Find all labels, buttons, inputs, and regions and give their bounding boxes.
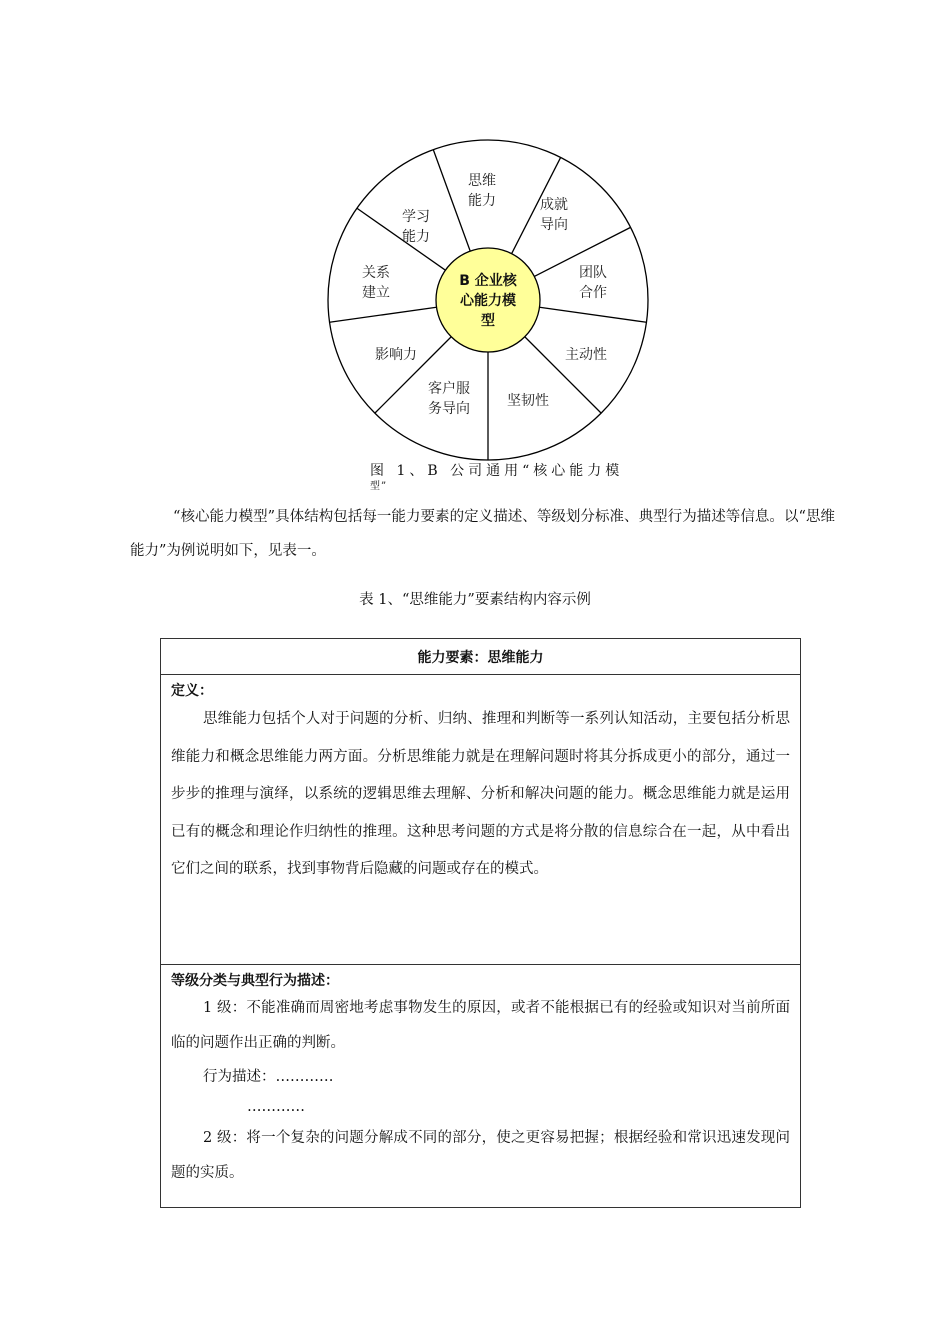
level-1-text: 1 级：不能准确而周密地考虑事物发生的原因，或者不能根据已有的经验或知识对当前所面临的问题作出正确的判断。 — [171, 1000, 790, 1051]
segment-label-line: 建立 — [362, 285, 390, 301]
segment-label-line: 主动性 — [565, 347, 607, 363]
figure-caption-line1: 图 1、B 公司通用“核心能力模 — [370, 463, 624, 479]
figure-caption — [370, 462, 640, 492]
segment-label-line: 合作 — [579, 285, 607, 301]
segment-label-line: 成就 — [540, 197, 568, 213]
segment-label-line: 影响力 — [375, 347, 417, 363]
segment-label-line: 学习 — [402, 209, 430, 225]
segment-label-line: 关系 — [362, 265, 390, 281]
figure-caption-line2: 型” — [370, 481, 388, 492]
segment-label-line: 导向 — [540, 217, 568, 233]
table-caption: 表 1、“思维能力”要素结构内容示例 — [359, 592, 591, 608]
segment-label-line: 团队 — [579, 265, 607, 281]
center-label-line: 心能力模 — [460, 293, 516, 309]
behavior-dots: ………… — [247, 1099, 305, 1115]
segment-label-line: 能力 — [402, 229, 430, 245]
levels-label: 等级分类与典型行为描述： — [171, 973, 339, 989]
segment-label-line: 客户服 — [428, 381, 470, 397]
table-header: 能力要素：思维能力 — [161, 639, 800, 675]
competency-table — [160, 638, 801, 1208]
core-competency-wheel-diagram — [0, 0, 950, 470]
segment-label-4 — [565, 346, 607, 363]
center-label-line: B 企业核 — [459, 273, 517, 289]
definition-label: 定义： — [171, 683, 213, 699]
segment-label-line: 思维 — [468, 173, 496, 189]
segment-label-5 — [507, 392, 549, 409]
segment-label-7 — [375, 346, 417, 363]
segment-label-line: 坚韧性 — [507, 393, 549, 409]
definition-cell — [161, 675, 800, 965]
level-2-text: 2 级：将一个复杂的问题分解成不同的部分，使之更容易把握；根据经验和常识迅速发现问题的实质。 — [171, 1130, 790, 1181]
levels-cell — [161, 965, 800, 1207]
segment-label-line: 能力 — [468, 193, 496, 209]
definition-text: 思维能力包括个人对于问题的分析、归纳、推理和判断等一系列认知活动，主要包括分析思维能力和概念思维能力两方面。分析思维能力就是在理解问题时将其分拆成更小的部分，通过一步步的推理与演绎，以系统的逻辑思维去理解、分析和解决问题的能力。概念思维能力就是运用已有的概念和理论作归纳性的推理。这种思考问题的方式是将分散的信息综合在一起，从中看出它们之间的联系，找到事物背后隐藏的问题或存在的模式。 — [171, 711, 790, 877]
center-label-line: 型 — [481, 313, 495, 329]
intro-paragraph: “核心能力模型”具体结构包括每一能力要素的定义描述、等级划分标准、典型行为描述等信息。以“思维能力”为例说明如下，见表一。 — [130, 509, 835, 559]
wheel-svg — [0, 0, 950, 470]
behavior-label: 行为描述：………… — [203, 1069, 334, 1085]
segment-label-line: 务导向 — [428, 401, 470, 417]
